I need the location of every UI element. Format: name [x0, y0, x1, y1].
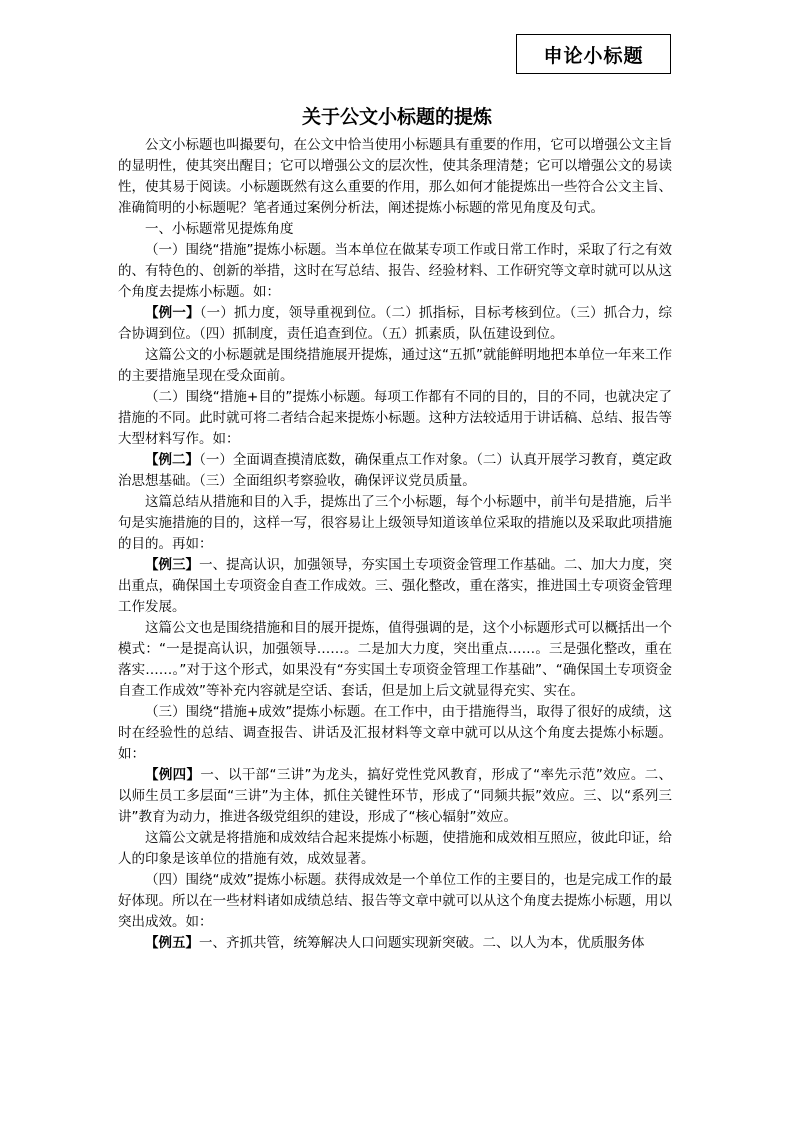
- paragraph: 这篇公文就是将措施和成效结合起来提炼小标题，使措施和成效相互照应，彼此印证，给人的印象是该单位的措施有效，成效显著。: [118, 830, 672, 867]
- document-title: 关于公文小标题的提炼: [301, 106, 492, 128]
- paragraph: （三）围绕“措施+成效”提炼小标题。在工作中，由于措施得当，取得了很好的成绩，这时在经验性的总结、调查报告、讲话及汇报材料等文章中就可以从这个角度去提炼小标题。如：: [118, 704, 672, 762]
- paragraph-intro: 公文小标题也叫撮要句，在公文中恰当使用小标题具有重要的作用，它可以增强公文主旨的显明性，使其突出醒目；它可以增强公文的层次性，使其条理清楚；它可以增强公文的易读性，使其易于阅读。小标题既然有这么重要的作用，那么如何才能提炼出一些符合公文主旨、准确简明的小标题呢？笔者通过案例分析法，阐述提炼小标题的常见角度及句式。: [118, 137, 672, 216]
- example-label: 【例一】: [145, 305, 200, 321]
- paragraph: （二）围绕“措施+目的”提炼小标题。每项工作都有不同的目的，目的不同，也就决定了措施的不同。此时就可将二者结合起来提炼小标题。这种方法较适用于讲话稿、总结、报告等大型材料写作。如：: [118, 389, 672, 447]
- section-heading: 一、小标题常见提炼角度: [145, 221, 294, 237]
- example-paragraph: 【例五】一、齐抓共管，统筹解决人口问题实现新突破。二、以人为本，优质服务体: [145, 935, 645, 951]
- example-paragraph: 【例三】一、提高认识，加强领导，夯实国土专项资金管理工作基础。二、加大力度，突出重点，确保国土专项资金自查工作成效。三、强化整改，重在落实，推进国土专项资金管理工作发展。: [118, 557, 673, 615]
- example-label: 【例三】: [145, 557, 200, 573]
- example-paragraph: 【例二】（一）全面调查摸清底数，确保重点工作对象。（二）认真开展学习教育，奠定政治思想基础。（三）全面组织考察验收，确保评议党员质量。: [118, 452, 673, 489]
- document-body: [118, 135, 672, 954]
- paragraph: （四）围绕“成效”提炼小标题。获得成效是一个单位工作的主要目的，也是完成工作的最好体现。所以在一些材料诸如成绩总结、报告等文章中就可以从这个角度去提炼小标题，用以突出成效。如：: [118, 872, 672, 930]
- document-tag-box: [516, 34, 671, 74]
- paragraph: 这篇总结从措施和目的入手，提炼出了三个小标题，每个小标题中，前半句是措施，后半句是实施措施的目的，这样一写，很容易让上级领导知道该单位采取的措施以及采取此项措施的目的。再如：: [118, 494, 672, 552]
- document-tag: 申论小标题: [543, 44, 644, 67]
- example-label: 【例二】: [145, 452, 200, 468]
- example-paragraph: 【例四】一、以干部“三讲”为龙头，搞好党性党风教育，形成了“率先示范”效应。二、以师生员工多层面“三讲”为主体，抓住关键性环节，形成了“同频共振”效应。三、以“系列三讲”教育为动力，推进各级党组织的建设，形成了“核心辐射”效应。: [118, 767, 672, 825]
- paragraph: （一）围绕“措施”提炼小标题。当本单位在做某专项工作或日常工作时，采取了行之有效的、有特色的、创新的举措，这时在写总结、报告、经验材料、工作研究等文章时就可以从这个角度去提炼小标题。如：: [118, 242, 672, 300]
- paragraph: 这篇公文的小标题就是围绕措施展开提炼，通过这“五抓”就能鲜明地把本单位一年来工作的主要措施呈现在受众面前。: [118, 347, 672, 384]
- example-label: 【例四】: [145, 767, 201, 783]
- paragraph: 这篇公文也是围绕措施和目的展开提炼，值得强调的是，这个小标题形式可以概括出一个模式：“一是提高认识，加强领导……。二是加大力度，突出重点……。三是强化整改，重在落实……。”对于这个形式，如果没有“夯实国土专项资金管理工作基础”、“确保国土专项资金自查工作成效”等补充内容就是空话、套话，但是加上后文就显得充实、实在。: [118, 620, 672, 699]
- example-paragraph: 【例一】（一）抓力度，领导重视到位。（二）抓指标，目标考核到位。（三）抓合力，综合协调到位。（四）抓制度，责任追查到位。（五）抓素质，队伍建设到位。: [118, 305, 673, 342]
- example-label: 【例五】: [145, 935, 199, 951]
